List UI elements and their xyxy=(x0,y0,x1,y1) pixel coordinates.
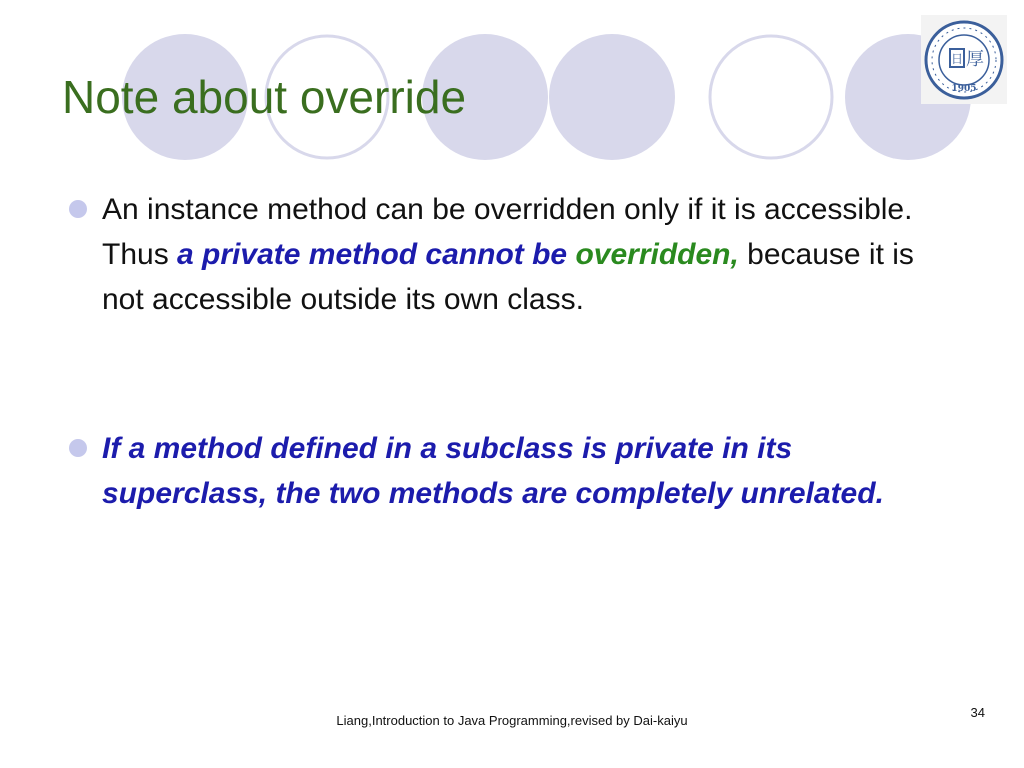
bullet-item-2 xyxy=(102,426,962,516)
bullet-icon xyxy=(68,199,88,219)
footer-credit: Liang,Introduction to Java Programming,revised by Dai-kaiyu xyxy=(336,713,688,728)
bullet-1-text: An instance method can be overridden only if it is accessible. Thus xyxy=(102,193,913,271)
logo-center-glyph: 日 xyxy=(950,52,964,66)
slide-number: 34 xyxy=(970,705,985,720)
bullet-icon xyxy=(68,438,88,458)
bullet-2-text: If a method defined in a subclass is private in its superclass, the two methods are completely unrelated. xyxy=(102,432,884,510)
university-logo xyxy=(921,15,1007,104)
bullet-1-text-end: because it is not accessible outside its own class. xyxy=(102,238,914,316)
bullet-item-1 xyxy=(102,187,962,322)
logo-year: 1905 xyxy=(951,84,977,94)
bullet-1-emphasis-green: overridden, xyxy=(575,238,739,271)
slide-title: Note about override xyxy=(62,71,467,123)
decor-circle-filled-3 xyxy=(549,34,675,160)
logo-side-glyph: 厚 xyxy=(966,49,984,70)
decor-circle-outline-2 xyxy=(710,36,832,158)
bullet-1-emphasis-blue: a private method cannot be xyxy=(177,238,576,271)
